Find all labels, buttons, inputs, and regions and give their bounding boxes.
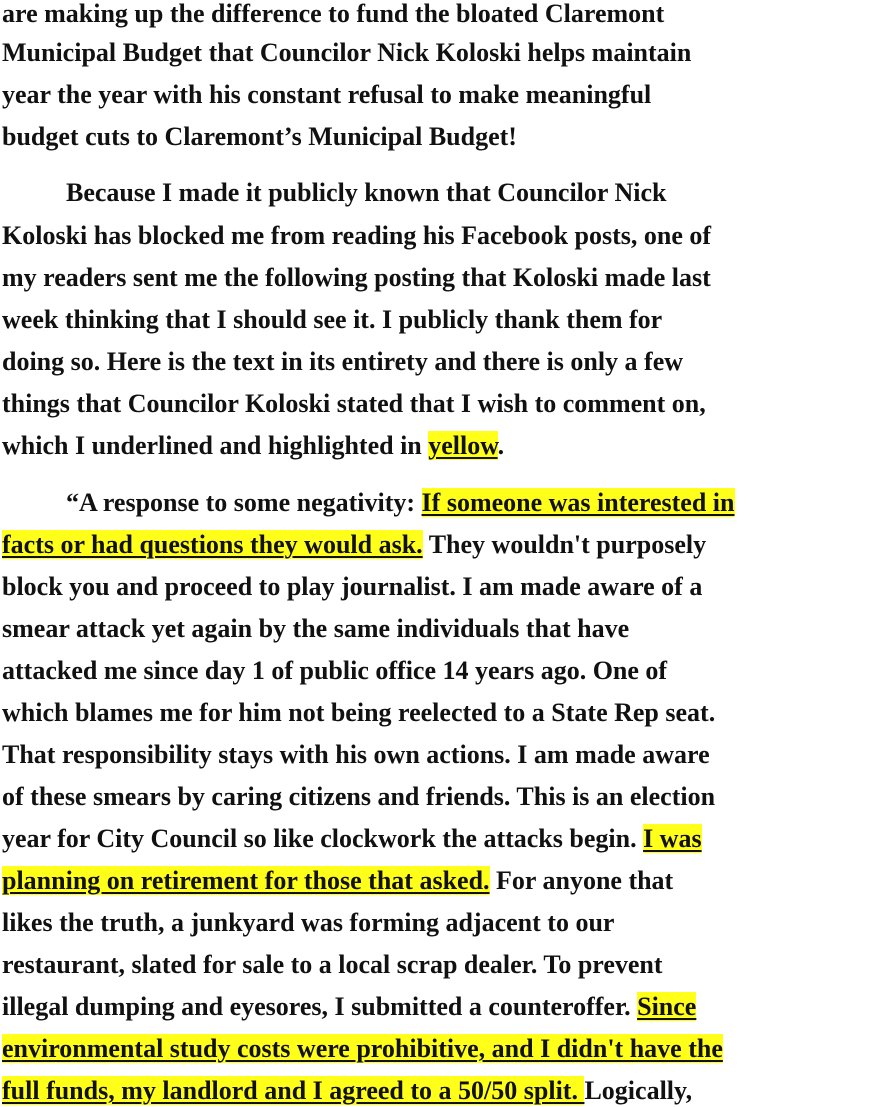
highlight-3c: full funds, my landlord and I agreed to a 50/50 split. [2,1076,585,1105]
p3-line-1-text: “A response to some negativity: [66,488,422,517]
p3-line-13 [2,990,696,1024]
p3-line-1 [66,486,735,520]
p3-line-12: restaurant, slated for sale to a local scrap dealer. To prevent [2,950,663,979]
highlight-3a: Since [637,992,697,1021]
p1-line-2: Municipal Budget that Councilor Nick Koloski helps maintain [2,38,692,67]
p2-line-7 [2,429,504,463]
p2-line-7-text: which I underlined and highlighted in [2,431,429,460]
p3-line-9-text: year for City Council so like clockwork the attacks begin. [2,824,644,853]
p3-line-15 [2,1074,692,1107]
p2-line-6: things that Councilor Koloski stated that I wish to comment on, [2,389,706,418]
p3-line-14 [2,1032,723,1066]
highlight-1b: facts or had questions they would ask. [2,530,423,559]
p3-line-2-text: They wouldn't purposely [422,530,707,559]
p1-line-1: are making up the difference to fund the bloated Claremont [2,0,665,28]
p2-line-2: Koloski has blocked me from reading his Facebook posts, one of [2,221,712,250]
highlight-3b: environmental study costs were prohibitive, and I didn't have the [2,1034,723,1063]
p3-line-15-text: Logically, [584,1076,693,1105]
p3-line-10 [2,864,673,898]
p3-line-3: block you and proceed to play journalist. I am made aware of a [2,572,703,601]
highlight-1a: If someone was interested in [421,488,735,517]
p3-line-13-text: illegal dumping and eyesores, I submitted a counteroffer. [2,992,638,1021]
p1-line-3: year the year with his constant refusal to make meaningful [2,80,652,109]
p2-line-3: my readers sent me the following posting that Koloski made last [2,263,711,292]
p3-line-8: of these smears by caring citizens and friends. This is an election [2,782,716,811]
p3-line-5: attacked me since day 1 of public office 14 years ago. One of [2,656,668,685]
p3-line-11: likes the truth, a junkyard was forming adjacent to our [2,908,615,937]
p2-line-7-suffix: . [497,431,505,460]
p3-line-7: That responsibility stays with his own actions. I am made aware [2,740,710,769]
p3-line-9 [2,822,702,856]
p3-line-10-text: For anyone that [489,866,674,895]
highlight-2b: planning on retirement for those that asked. [2,866,490,895]
p3-line-2 [2,528,706,562]
p3-line-4: smear attack yet again by the same individuals that have [2,614,630,643]
p2-line-5: doing so. Here is the text in its entirety and there is only a few [2,347,684,376]
highlight-yellow: yellow [428,431,498,460]
p2-line-1: Because I made it publicly known that Councilor Nick [66,178,667,207]
highlight-2a: I was [643,824,702,853]
p3-line-6: which blames me for him not being reelected to a State Rep seat. [2,698,716,727]
p2-line-4: week thinking that I should see it. I publicly thank them for [2,305,663,334]
p1-line-4: budget cuts to Claremont’s Municipal Budget! [2,122,517,151]
